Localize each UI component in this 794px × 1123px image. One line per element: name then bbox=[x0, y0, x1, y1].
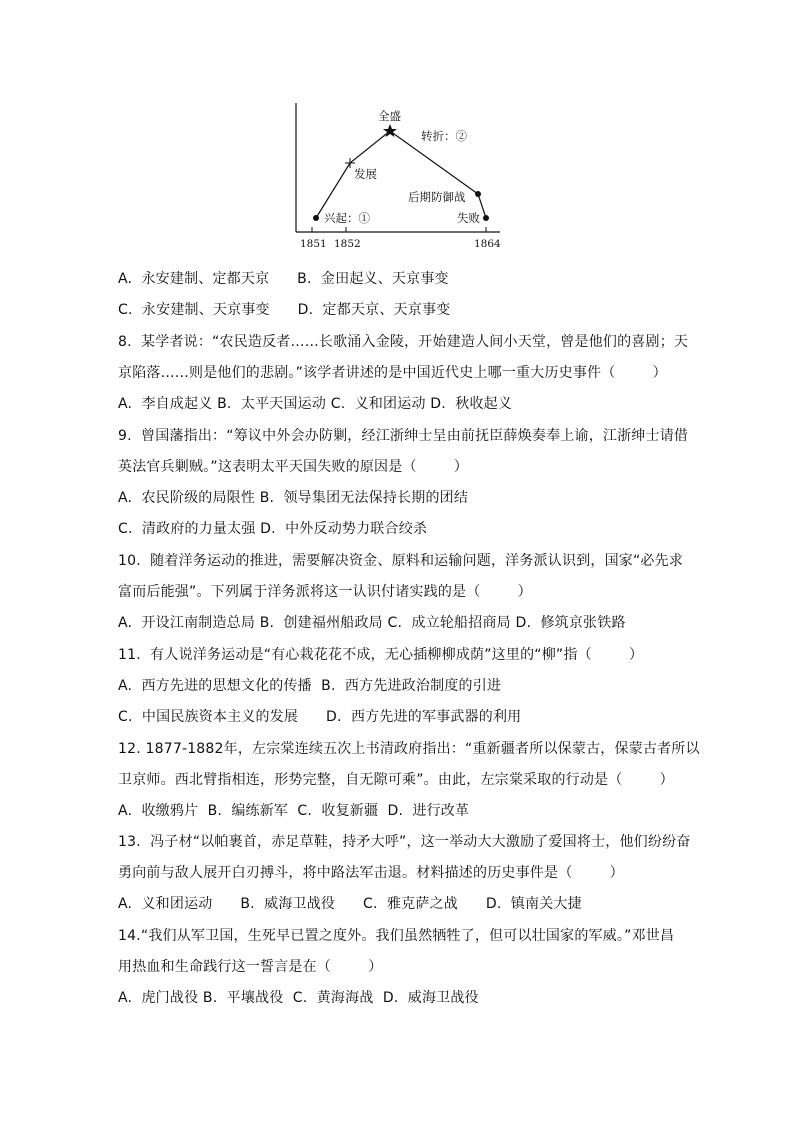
q14-stem-line2: 用热血和生命践行这一誓言是在（ ） bbox=[118, 959, 383, 975]
q10-stem-line1: 10. 随着洋务运动的推进，需要解决资金、原料和运输问题，洋务派认识到，国家“必先求 bbox=[118, 553, 684, 569]
q7-options-cd: C. 永安建制、天京事变 D. 定都天京、天京事变 bbox=[118, 302, 451, 318]
label-turn: 转折：② bbox=[421, 129, 467, 143]
label-fail: 失败 bbox=[457, 211, 480, 225]
q13-stem-line2: 勇向前与敌人展开白刃搏斗，将中路法军击退。材料描述的历史事件是（ ） bbox=[118, 865, 624, 881]
q11-options-ab: A. 西方先进的思想文化的传播 B. 西方先进政治制度的引进 bbox=[118, 678, 502, 694]
q8-stem-line1: 8. 某学者说：“农民造反者……长歌涌入金陵，开始建造人间小天堂，曾是他们的喜剧；天 bbox=[118, 334, 689, 350]
q13-stem-line1: 13. 冯子材“以帕裹首，赤足草鞋，持矛大呼”，这一举动大大激励了爱国将士，他们纷纷奋 bbox=[118, 834, 691, 850]
q9-options-cd: C. 清政府的力量太强 D. 中外反动势力联合绞杀 bbox=[118, 521, 428, 537]
q9-stem-line2: 英法官兵剿贼。”这表明太平天国失败的原因是（ ） bbox=[118, 459, 469, 475]
q10-stem-line2: 富而后能强”。下列属于洋务派将这一认识付诸实践的是（ ） bbox=[118, 584, 532, 600]
fail-point bbox=[483, 215, 489, 221]
q8-options: A. 李自成起义 B. 太平天国运动 C. 义和团运动 D. 秋收起义 bbox=[118, 396, 513, 412]
label-peak: 全盛 bbox=[378, 109, 401, 123]
q9-options-ab: A. 农民阶级的局限性 B. 领导集团无法保持长期的团结 bbox=[118, 490, 469, 506]
rise-point bbox=[313, 215, 319, 221]
tick-label-1864: 1864 bbox=[474, 238, 501, 250]
label-development: 发展 bbox=[354, 167, 377, 181]
q13-options: A. 义和团运动 B. 威海卫战役 C. 雅克萨之战 D. 镇南关大捷 bbox=[118, 896, 582, 912]
q12-options: A. 收缴鸦片 B. 编练新军 C. 收复新疆 D. 进行改革 bbox=[118, 803, 470, 819]
q12-stem-line2: 卫京师。西北臂指相连，形势完整，自无隙可乘”。由此，左宗棠采取的行动是（ ） bbox=[118, 772, 674, 788]
defense-point bbox=[475, 191, 481, 197]
trend-line bbox=[316, 131, 486, 218]
q10-options: A. 开设江南制造总局 B. 创建福州船政局 C. 成立轮船招商局 D. 修筑京张铁路 bbox=[118, 615, 626, 631]
q11-stem: 11. 有人说洋务运动是“有心栽花花不成，无心插柳柳成荫”这里的“柳”指（ ） bbox=[118, 647, 644, 663]
q12-stem-line1: 12. 1877-1882年，左宗棠连续五次上书清政府指出：“重新疆者所以保蒙古，保蒙古者所以 bbox=[118, 741, 700, 757]
taiping-stage-diagram bbox=[270, 95, 510, 253]
label-rise: 兴起：① bbox=[324, 211, 370, 225]
label-defense: 后期防御战 bbox=[408, 190, 466, 204]
q7-options-ab: A. 永安建制、定都天京 B. 金田起义、天京事变 bbox=[118, 271, 449, 287]
tick-label-1851: 1851 bbox=[300, 238, 327, 250]
q8-stem-line2: 京陷落……则是他们的悲剧。”该学者讲述的是中国近代史上哪一重大历史事件（ ） bbox=[118, 365, 667, 381]
q11-options-cd: C. 中国民族资本主义的发展 D. 西方先进的军事武器的利用 bbox=[118, 709, 522, 725]
q14-options: A. 虎门战役 B. 平壤战役 C. 黄海海战 D. 威海卫战役 bbox=[118, 990, 479, 1006]
tick-label-1852: 1852 bbox=[334, 238, 361, 250]
q9-stem-line1: 9. 曾国藩指出：“筹议中外会办防剿，经江浙绅士呈由前抚臣薛焕奏奉上谕，江浙绅士请借 bbox=[118, 428, 689, 444]
q14-stem-line1: 14.“我们从军卫国，生死早已置之度外。我们虽然牺牲了，但可以壮国家的军威。”邓世昌 bbox=[118, 928, 675, 944]
